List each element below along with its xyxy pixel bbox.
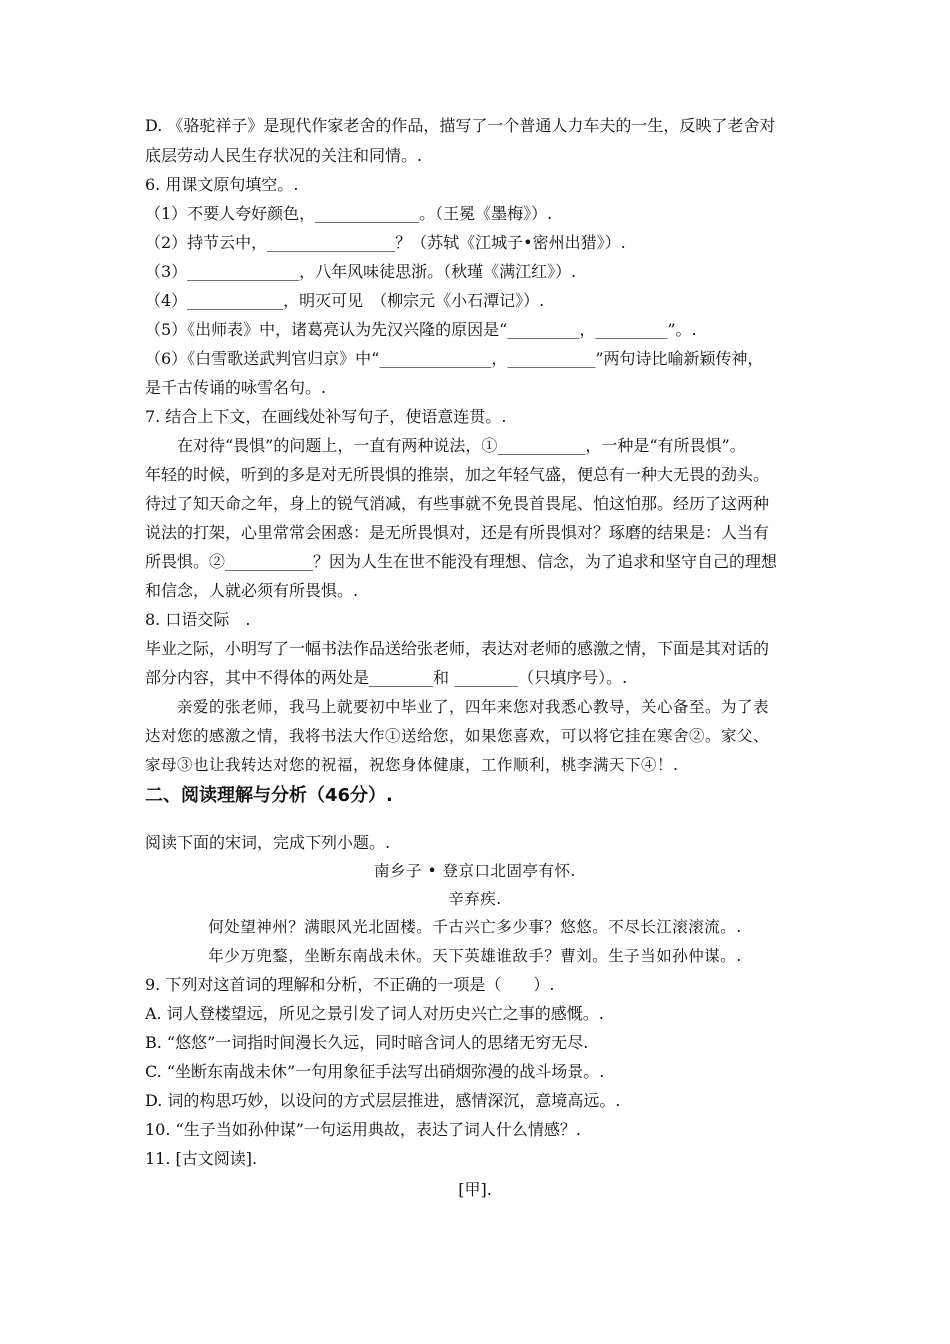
q5-option-d-line1: D. 《骆驼祥子》是现代作家老舍的作品，描写了一个普通人力车夫的一生，反映了老舍对 — [145, 116, 776, 135]
q6-item-2: （2）持节云中，________________？（苏轼《江城子•密州出猎》）. — [145, 233, 626, 252]
q6-item-4: （4）____________，明灭可见 （柳宗元《小石潭记》）. — [145, 291, 545, 310]
q9-option-d: D. 词的构思巧妙，以设问的方式层层推进，感情深沉，意境高远。. — [145, 1091, 621, 1110]
q11-title: 11. [古文阅读]. — [145, 1149, 258, 1168]
q9-option-c: C. “坐断东南战未休”一句用象征手法写出硝烟弥漫的战斗场景。. — [145, 1062, 605, 1081]
poem-author: 辛弃疾. — [448, 890, 502, 908]
q6-item-3: （3）______________，八年风味徒思浙。（秋瑾《满江红》）. — [145, 262, 577, 281]
poem-line: 年少万兜鍪，坐断东南战未休。天下英雄谁敌手？曹刘。生子当如孙仲谋。. — [208, 947, 742, 965]
q7-paragraph-line: 在对待“畏惧”的问题上，一直有两种说法，①___________，一种是“有所畏惧”。 — [177, 436, 746, 455]
q6-item-6-continued: 是千古传诵的咏雪名句。. — [145, 378, 327, 397]
q8-title: 8. 口语交际 . — [145, 610, 251, 629]
section2-heading: 二、阅读理解与分析（46分）. — [145, 785, 393, 806]
poem-title: 南乡子 • 登京口北固亭有怀. — [374, 862, 576, 880]
q6-item-6: （6）《白雪歌送武判官归京》中“______________，___________”两句诗比喻新颖传神， — [145, 349, 764, 368]
q11-subheading: [甲]. — [458, 1180, 492, 1199]
q8-prompt-line: 毕业之际，小明写了一幅书法作品送给张老师，表达对老师的感激之情，下面是其对话的 — [145, 639, 770, 658]
q7-paragraph-line: 所畏惧。②___________？因为人生在世不能没有理想、信念，为了追求和坚守自己的理想 — [145, 552, 778, 571]
q7-paragraph-line: 待过了知天命之年，身上的锐气消减，有些事就不免畏首畏尾、怕这怕那。经历了这两种 — [145, 494, 770, 513]
q7-paragraph-line: 年轻的时候，听到的多是对无所畏惧的推崇，加之年轻气盛，便总有一种大无畏的劲头。 — [145, 465, 770, 484]
q5-option-d-line2: 底层劳动人民生存状况的关注和同情。. — [145, 146, 423, 165]
q10-title: 10. “生子当如孙仲谋”一句运用典故，表达了词人什么情感？. — [145, 1120, 581, 1139]
q8-letter-line: 亲爱的张老师，我马上就要初中毕业了，四年来您对我悉心教导，关心备至。为了表 — [177, 698, 770, 716]
q8-prompt-line: 部分内容，其中不得体的两处是________和 ________（只填序号）。. — [145, 668, 628, 687]
q7-title: 7. 结合上下文，在画线处补写句子，使语意连贯。. — [145, 407, 507, 426]
q8-letter-line: 达对您的感激之情，我将书法大作①送给您，如果您喜欢，可以将它挂在寒舍②。家父、 — [145, 727, 770, 745]
q9-title: 9. 下列对这首词的理解和分析，不正确的一项是（ ）. — [145, 975, 555, 994]
q9-option-b: B. “悠悠”一词指时间漫长久远，同时暗含词人的思绪无穷无尽. — [145, 1033, 589, 1052]
q6-item-1: （1）不要人夸好颜色，_____________。（王冕《墨梅》）. — [145, 204, 553, 223]
q9-option-a: A. 词人登楼望远，所见之景引发了词人对历史兴亡之事的感慨。. — [145, 1004, 604, 1023]
q7-paragraph-line: 和信念，人就必须有所畏惧。. — [145, 581, 359, 600]
poem-intro: 阅读下面的宋词，完成下列小题。. — [145, 833, 391, 852]
q6-item-5: （5）《出师表》中，诸葛亮认为先汉兴隆的原因是“_________，_________”。. — [145, 320, 697, 339]
q6-title: 6. 用课文原句填空。. — [145, 175, 299, 194]
q7-paragraph-line: 说法的打架，心里常常会困惑：是无所畏惧对，还是有所畏惧对？琢磨的结果是：人当有 — [145, 523, 770, 542]
q8-letter-line: 家母③也让我转达对您的祝福，祝您身体健康，工作顺利，桃李满天下④！. — [145, 756, 679, 774]
poem-line: 何处望神州？满眼风光北固楼。千古兴亡多少事？悠悠。不尽长江滚滚流。. — [208, 918, 742, 936]
